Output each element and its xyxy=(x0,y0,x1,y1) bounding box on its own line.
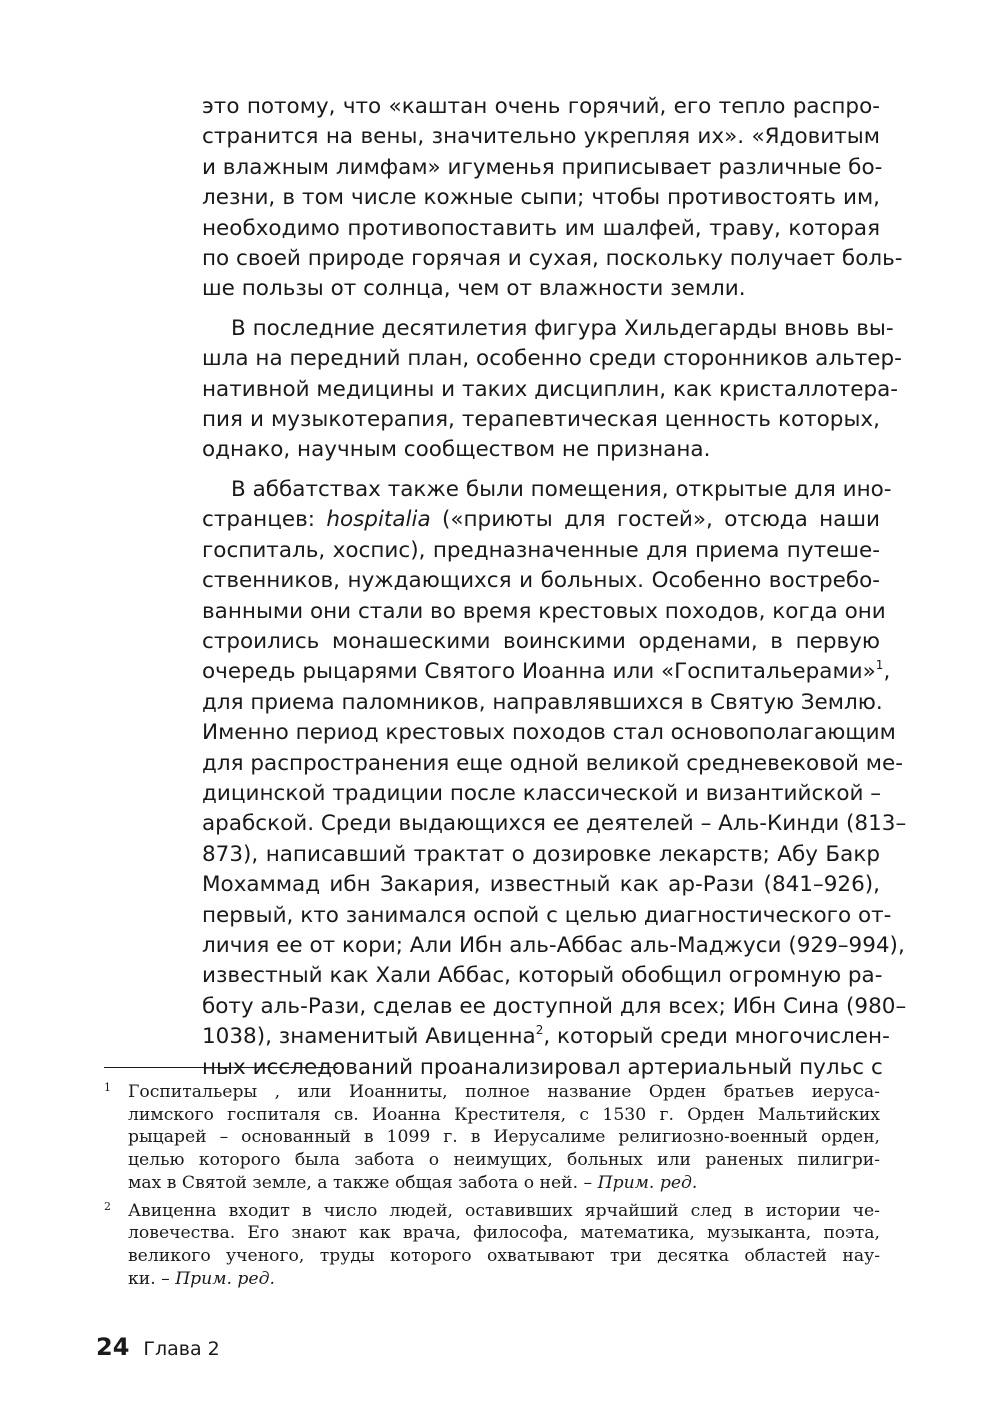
text-line: В последние десятилетия фигура Хильдегарды вновь вы- xyxy=(231,315,894,341)
text-line: необходимо противопоставить им шалфей, траву, которая xyxy=(202,215,880,241)
text-line: госпиталь, хоспис), предназначенные для приема путеше- xyxy=(202,537,880,563)
text-line: боту аль-Рази, сделав ее доступной для всех; Ибн Сина (980– xyxy=(202,993,907,1019)
text-line xyxy=(202,505,880,535)
footnote-line: Авиценна входит в число людей, оставивших ярчайший след в истории че- xyxy=(128,1200,880,1221)
text-segment: («приюты для гостей», отсюда наши xyxy=(430,507,881,533)
text-segment: 1038), знаменитый Авиценна xyxy=(202,1024,536,1050)
footnote-line: целью которого была забота о неимущих, больных или раненых пилигри- xyxy=(128,1150,880,1171)
text-segment: , который среди многочислен- xyxy=(543,1024,890,1050)
footnote-line xyxy=(128,1172,880,1195)
text-line: для приема паломников, направлявшихся в Святую Землю. xyxy=(202,689,883,715)
text-line: ванными они стали во время крестовых походов, когда они xyxy=(202,598,886,624)
text-line: лезни, в том числе кожные сыпи; чтобы противостоять им, xyxy=(202,185,880,211)
text-line: это потому, что «каштан очень горячий, его тепло распро- xyxy=(202,94,880,119)
text-line: личия ее от кори; Али Ибн аль-Аббас аль-Маджуси (929–994), xyxy=(202,932,905,958)
footnote-number: 1 xyxy=(104,1081,111,1094)
text-line: по своей природе горячая и сухая, поскольку получает боль- xyxy=(202,246,903,272)
page-number: 24 xyxy=(96,1333,130,1361)
footnote-line: рыцарей – основанный в 1099 г. в Иерусалиме религиозно-военный орден, xyxy=(128,1127,880,1148)
footnote-text xyxy=(128,1200,880,1291)
footnote-line: великого ученого, труды которого охватывают три десятка областей нау- xyxy=(128,1245,880,1266)
italic-term: hospitalia xyxy=(326,507,431,533)
text-line: ше пользы от солнца, чем от влажности земли. xyxy=(202,276,746,302)
text-line: Мохаммад ибн Закария, известный как ар-Рази (841–926), xyxy=(202,872,880,898)
editor-note: Прим. ред. xyxy=(597,1172,698,1193)
footnote-ref-2[interactable]: 2 xyxy=(535,1023,544,1038)
text-line: ственников, нуждающихся и больных. Особенно востребо- xyxy=(202,568,880,594)
text-line: известный как Хали Аббас, который обобщил огромную ра- xyxy=(202,963,883,989)
text-line: Именно период крестовых походов стал основополагающим xyxy=(202,720,896,746)
text-line: странится на вены, значительно укрепляя их». «Ядовитым xyxy=(202,124,880,150)
text-line: строились монашескими воинскими орденами, в первую xyxy=(202,628,880,654)
footnote-ref-1[interactable]: 1 xyxy=(875,658,884,673)
footnote-line: лимского госпиталя св. Иоанна Крестителя, с 1530 г. Орден Мальтийских xyxy=(128,1104,880,1125)
text-line: для распространения еще одной великой средневековой ме- xyxy=(202,750,903,776)
paragraph-1 xyxy=(202,92,903,305)
text-line: ных исследований проанализировал артериальный пульс с xyxy=(202,1054,883,1080)
footnote-text xyxy=(128,1081,880,1195)
text-segment: мах в Святой земле, а также общая забота о ней. – xyxy=(128,1172,598,1193)
footnotes xyxy=(104,1081,880,1295)
footnote-line xyxy=(128,1268,880,1291)
main-text xyxy=(202,92,907,1083)
text-line: дицинской традиции после классической и византийской – xyxy=(202,780,882,806)
text-line: В аббатствах также были помещения, открытые для ино- xyxy=(231,476,892,502)
chapter-label: Глава 2 xyxy=(143,1338,220,1360)
editor-note: Прим. ред. xyxy=(175,1268,275,1289)
footnote-line: ловечества. Его знают как врача, философа, математика, музыканта, поэта, xyxy=(128,1223,880,1244)
footnote-number: 2 xyxy=(104,1199,111,1213)
page-footer xyxy=(96,1333,220,1373)
text-line: пия и музыкотерапия, терапевтическая ценность которых, xyxy=(202,407,880,433)
footnote-1 xyxy=(104,1081,880,1195)
text-line: нативной медицины и таких дисциплин, как кристаллотера- xyxy=(202,376,899,402)
footnote-line: Госпитальеры , или Иоанниты, полное название Орден братьев иеруса- xyxy=(128,1082,880,1102)
text-line xyxy=(202,1022,890,1052)
text-line: шла на передний план, особенно среди сторонников альтер- xyxy=(202,346,902,372)
text-line: однако, научным сообществом не признана. xyxy=(202,437,711,463)
text-line xyxy=(202,657,891,687)
paragraph-2 xyxy=(202,314,902,466)
text-line: арабской. Среди выдающихся ее деятелей – Аль-Кинди (813– xyxy=(202,811,907,837)
footnote-divider xyxy=(104,1067,338,1068)
text-line: 873), написавший трактат о дозировке лекарств; Абу Бакр xyxy=(202,841,880,867)
text-segment: , xyxy=(883,659,891,685)
text-line: первый, кто занимался оспой с целью диагностического от- xyxy=(202,902,892,928)
text-line: и влажным лимфам» игуменья приписывает различные бо- xyxy=(202,154,883,180)
text-segment: очередь рыцарями Святого Иоанна или «Госпитальерами» xyxy=(202,659,876,685)
text-segment: странцев: xyxy=(202,507,327,533)
paragraph-3 xyxy=(202,475,907,1083)
text-segment: ки. – xyxy=(128,1268,176,1289)
footnote-2 xyxy=(104,1200,880,1291)
